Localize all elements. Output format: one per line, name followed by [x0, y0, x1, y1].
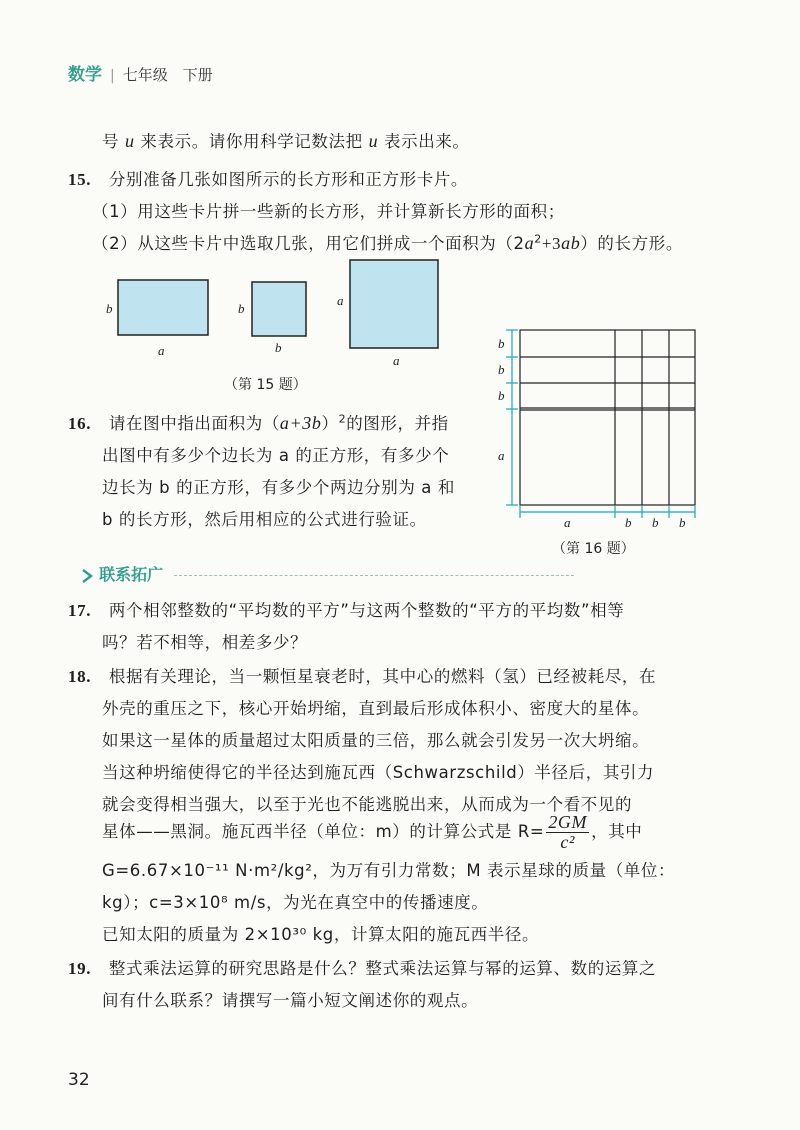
card-rectangle-ab	[118, 280, 208, 335]
q18-line1: 18. 根据有关理论，当一颗恒星衰老时，其中心的燃料（氢）已经被耗尽，在	[68, 667, 657, 686]
q17-line2: 吗？若不相等，相差多少？	[102, 633, 308, 652]
q15-part2: （2）从这些卡片中选取几张，用它们拼成一个面积为$(2a^2+3ab)$的长方形。	[92, 232, 683, 253]
q15-figure	[100, 255, 460, 370]
prev-question-continuation: 号 u 来表示。请你用科学记数法把 u 表示出来。	[102, 131, 470, 151]
q18-line3: 如果这一星体的质量超过太阳质量的三倍，那么就会引发另一次大坍缩。	[102, 731, 650, 750]
q15-caption: （第 15 题）	[224, 377, 307, 393]
bottom-label-b: b	[679, 515, 686, 530]
q17-line1: 17. 两个相邻整数的“平均数的平方”与这两个整数的“平方的平均数”相等	[68, 601, 625, 620]
page-number: 32	[68, 1070, 90, 1090]
dimension-arrows	[506, 330, 695, 518]
q18-line5: 就会变得相当强大，以至于光也不能逃脱出来，从而成为一个看不见的	[102, 795, 633, 814]
header-separator: |	[110, 68, 115, 84]
section-divider	[174, 575, 574, 576]
card-square-a	[350, 260, 438, 348]
side-label-b: b	[498, 388, 505, 403]
q18-line7: G=6.67×10⁻¹¹ N·m²/kg²，为万有引力常数；M 表示星球的质量（单位：	[102, 861, 676, 880]
q18-line8: kg）；c=3×10⁸ m/s，为光在真空中的传播速度。	[102, 893, 489, 912]
side-label-b: b	[498, 336, 505, 351]
q16-line3: 边长为 b 的正方形，有多少个两边分别为 a 和	[102, 478, 455, 497]
label-b: b	[275, 340, 282, 355]
q18-line4: 当这种坍缩使得它的半径达到施瓦西（Schwarzschild）半径后，其引力	[102, 763, 655, 782]
q16-line2: 出图中有多少个边长为 a 的正方形，有多少个	[102, 446, 450, 465]
q18-line6: 星体——黑洞。施瓦西半径（单位：m）的计算公式是 R= $\frac{2GM}{\text{c²}}$ ，其中	[102, 812, 643, 852]
q18-number: 18.	[68, 667, 92, 686]
q17-number: 17.	[68, 601, 92, 620]
q19-line2: 间有什么联系？请撰写一篇小短文阐述你的观点。	[102, 991, 479, 1010]
running-header	[68, 60, 213, 85]
bottom-label-a: a	[564, 515, 571, 530]
q16-figure	[490, 322, 705, 532]
q15-stem: 15. 分别准备几张如图所示的长方形和正方形卡片。	[68, 170, 469, 189]
label-a: a	[158, 343, 165, 358]
q15-part1: （1）用这些卡片拼一些新的长方形，并计算新长方形的面积；	[92, 202, 565, 221]
label-b: b	[238, 301, 245, 316]
q18-line2: 外壳的重压之下，核心开始坍缩，直到最后形成体积小、密度大的星体。	[102, 699, 650, 718]
q19-number: 19.	[68, 959, 92, 978]
side-label-a: a	[498, 448, 505, 463]
schwarzschild-fraction: $\frac{2GM}{\text{c²}}$	[548, 812, 588, 852]
bottom-label-b: b	[652, 515, 659, 530]
label-a: a	[393, 353, 400, 368]
label-a: a	[337, 293, 344, 308]
q15-number: 15.	[68, 170, 92, 189]
q16-caption: （第 16 题）	[552, 541, 635, 557]
card-square-b	[252, 282, 306, 336]
bottom-label-b: b	[625, 515, 632, 530]
chevron-right-icon	[80, 568, 94, 584]
side-label-b: b	[498, 362, 505, 377]
header-subject: 数学	[68, 65, 102, 85]
section-title: 联系拓广	[99, 565, 164, 584]
q19-line1: 19. 整式乘法运算的研究思路是什么？整式乘法运算与幂的运算、数的运算之	[68, 959, 657, 978]
section-header	[80, 562, 720, 585]
header-book: 七年级 下册	[122, 66, 213, 84]
q18-line9: 已知太阳的质量为 2×10³⁰ kg，计算太阳的施瓦西半径。	[102, 925, 540, 944]
label-b: b	[106, 301, 113, 316]
q16-number: 16.	[68, 414, 92, 433]
q16-line1: 16. 请在图中指出面积为$(a+3b)^2$的图形，并指	[68, 412, 449, 433]
q16-line4: b 的长方形，然后用相应的公式进行验证。	[102, 510, 427, 529]
